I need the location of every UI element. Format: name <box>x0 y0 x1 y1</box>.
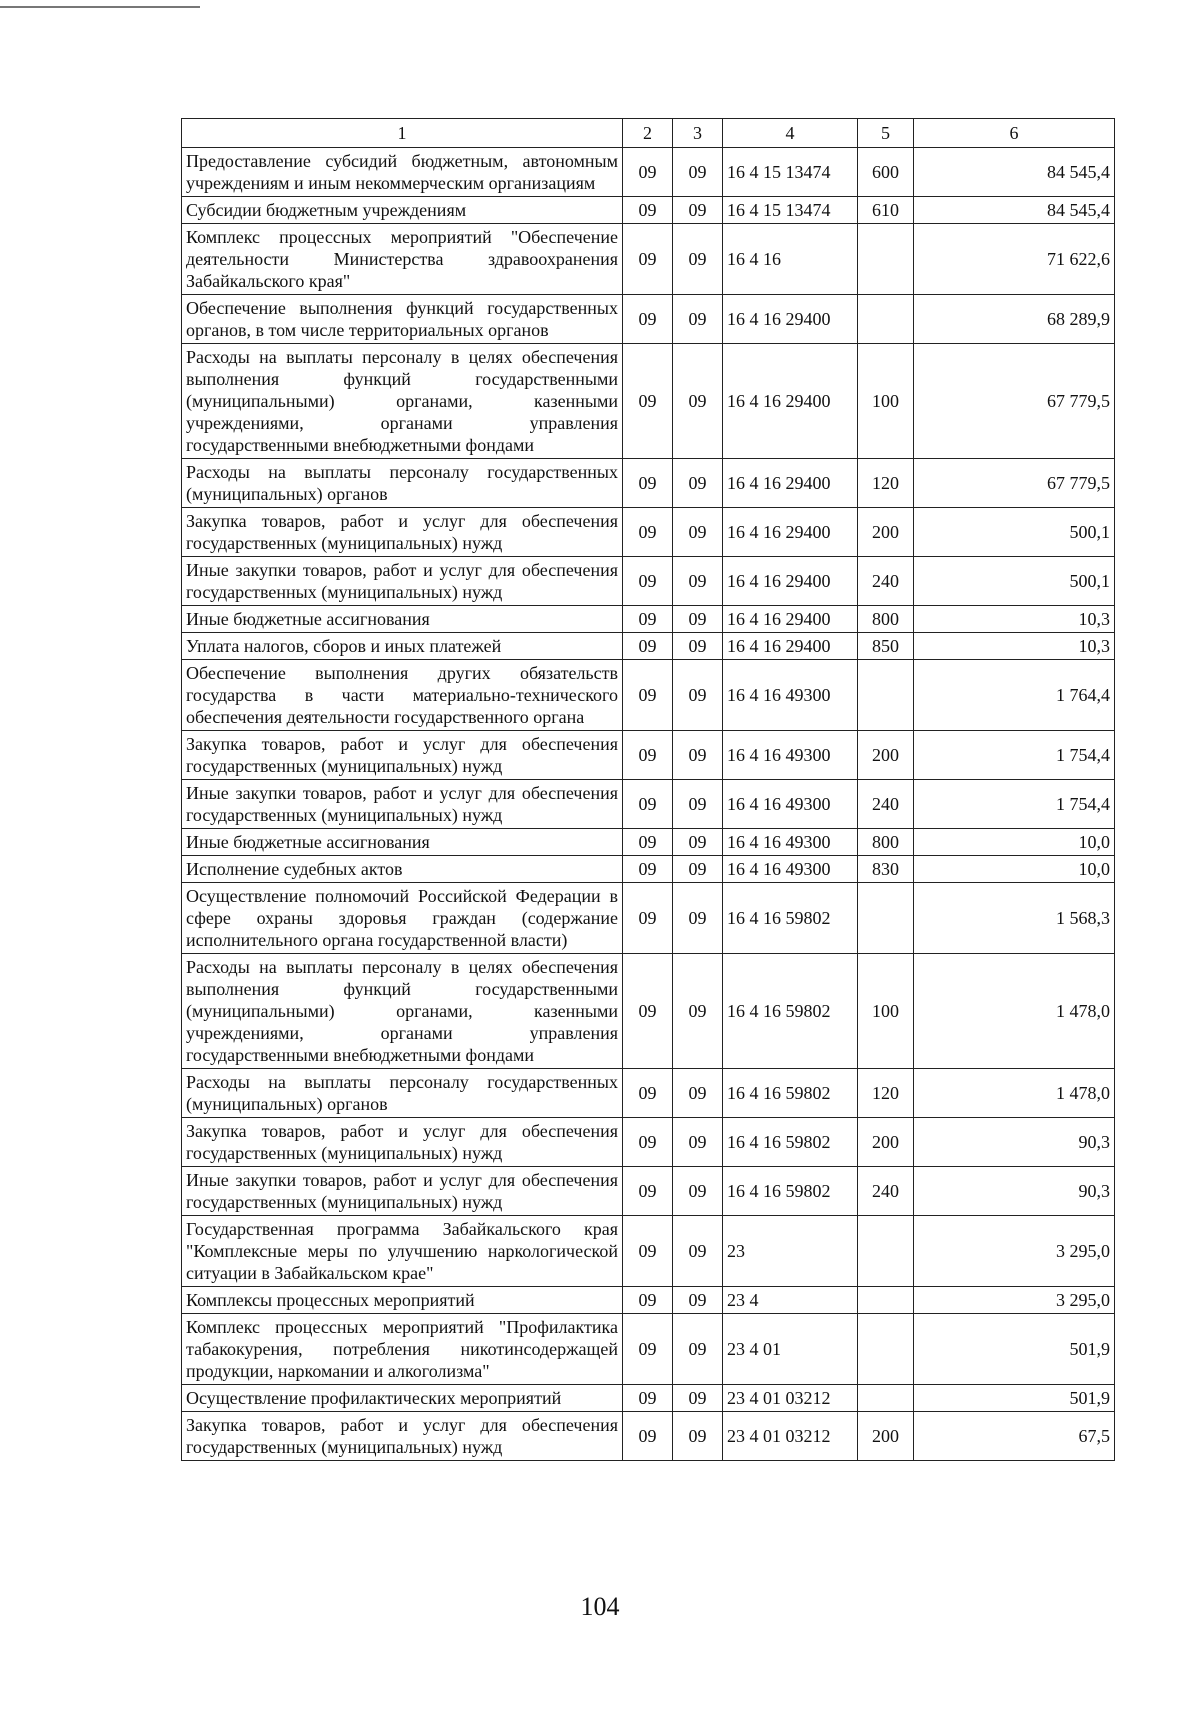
section-cell: 09 <box>623 344 673 459</box>
amount-cell: 500,1 <box>914 557 1115 606</box>
row-name-cell: Закупка товаров, работ и услуг для обеспечения государственных (муниципальных) нужд <box>182 508 623 557</box>
amount-cell: 1 754,4 <box>914 731 1115 780</box>
section-cell: 09 <box>623 148 673 197</box>
section-cell: 09 <box>623 606 673 633</box>
section-cell: 09 <box>623 731 673 780</box>
table-row <box>182 1287 1115 1314</box>
expense-type-cell <box>858 295 914 344</box>
header-row <box>182 119 1115 148</box>
expense-type-cell: 200 <box>858 731 914 780</box>
expense-type-cell: 200 <box>858 1118 914 1167</box>
amount-cell: 1 568,3 <box>914 883 1115 954</box>
table-row <box>182 1069 1115 1118</box>
expense-type-cell: 830 <box>858 856 914 883</box>
table-row <box>182 633 1115 660</box>
table-row <box>182 459 1115 508</box>
row-name-cell: Обеспечение выполнения функций государственных органов, в том числе территориальных органов <box>182 295 623 344</box>
target-article-cell: 23 4 01 <box>723 1314 858 1385</box>
expense-type-cell: 100 <box>858 954 914 1069</box>
amount-cell: 1 754,4 <box>914 780 1115 829</box>
amount-cell: 67,5 <box>914 1412 1115 1461</box>
table-row <box>182 606 1115 633</box>
expense-type-cell <box>858 660 914 731</box>
budget-table <box>181 118 1115 1461</box>
section-cell: 09 <box>623 224 673 295</box>
expense-type-cell: 100 <box>858 344 914 459</box>
expense-type-cell <box>858 1385 914 1412</box>
row-name-cell: Уплата налогов, сборов и иных платежей <box>182 633 623 660</box>
section-cell: 09 <box>623 1385 673 1412</box>
amount-cell: 10,0 <box>914 856 1115 883</box>
subsection-cell: 09 <box>673 1287 723 1314</box>
amount-cell: 3 295,0 <box>914 1287 1115 1314</box>
expense-type-cell <box>858 883 914 954</box>
header-cell-2: 2 <box>623 119 673 148</box>
target-article-cell: 16 4 15 13474 <box>723 148 858 197</box>
subsection-cell: 09 <box>673 557 723 606</box>
section-cell: 09 <box>623 1314 673 1385</box>
section-cell: 09 <box>623 1118 673 1167</box>
table-body <box>182 148 1115 1461</box>
amount-cell: 1 478,0 <box>914 954 1115 1069</box>
subsection-cell: 09 <box>673 954 723 1069</box>
target-article-cell: 16 4 16 49300 <box>723 660 858 731</box>
table-row <box>182 1412 1115 1461</box>
row-name-cell: Осуществление профилактических мероприятий <box>182 1385 623 1412</box>
row-name-cell: Субсидии бюджетным учреждениям <box>182 197 623 224</box>
amount-cell: 10,3 <box>914 633 1115 660</box>
section-cell: 09 <box>623 780 673 829</box>
section-cell: 09 <box>623 1216 673 1287</box>
table-row <box>182 1314 1115 1385</box>
row-name-cell: Иные бюджетные ассигнования <box>182 829 623 856</box>
expense-type-cell: 800 <box>858 606 914 633</box>
table-row <box>182 1167 1115 1216</box>
expense-type-cell <box>858 1216 914 1287</box>
section-cell: 09 <box>623 459 673 508</box>
target-article-cell: 16 4 15 13474 <box>723 197 858 224</box>
expense-type-cell: 800 <box>858 829 914 856</box>
subsection-cell: 09 <box>673 633 723 660</box>
row-name-cell: Расходы на выплаты персоналу в целях обеспечения выполнения функций государственными (муниципальными) органами, казенными учреждениями, органами управления государственными внебюджетными фондами <box>182 344 623 459</box>
subsection-cell: 09 <box>673 508 723 557</box>
amount-cell: 71 622,6 <box>914 224 1115 295</box>
subsection-cell: 09 <box>673 1118 723 1167</box>
amount-cell: 500,1 <box>914 508 1115 557</box>
amount-cell: 90,3 <box>914 1118 1115 1167</box>
row-name-cell: Исполнение судебных актов <box>182 856 623 883</box>
target-article-cell: 16 4 16 59802 <box>723 1069 858 1118</box>
section-cell: 09 <box>623 829 673 856</box>
target-article-cell: 16 4 16 29400 <box>723 606 858 633</box>
amount-cell: 1 478,0 <box>914 1069 1115 1118</box>
section-cell: 09 <box>623 883 673 954</box>
target-article-cell: 23 4 <box>723 1287 858 1314</box>
amount-cell: 67 779,5 <box>914 459 1115 508</box>
header-cell-4: 4 <box>723 119 858 148</box>
expense-type-cell: 240 <box>858 1167 914 1216</box>
table-row <box>182 883 1115 954</box>
target-article-cell: 16 4 16 29400 <box>723 557 858 606</box>
table-row <box>182 856 1115 883</box>
target-article-cell: 16 4 16 29400 <box>723 508 858 557</box>
subsection-cell: 09 <box>673 224 723 295</box>
expense-type-cell: 200 <box>858 508 914 557</box>
target-article-cell: 16 4 16 49300 <box>723 829 858 856</box>
row-name-cell: Закупка товаров, работ и услуг для обеспечения государственных (муниципальных) нужд <box>182 731 623 780</box>
section-cell: 09 <box>623 660 673 731</box>
table-row <box>182 224 1115 295</box>
amount-cell: 67 779,5 <box>914 344 1115 459</box>
subsection-cell: 09 <box>673 660 723 731</box>
amount-cell: 84 545,4 <box>914 148 1115 197</box>
target-article-cell: 16 4 16 59802 <box>723 1118 858 1167</box>
table-row <box>182 731 1115 780</box>
table-row <box>182 1118 1115 1167</box>
scan-edge-rule <box>0 6 200 8</box>
row-name-cell: Расходы на выплаты персоналу государственных (муниципальных) органов <box>182 1069 623 1118</box>
target-article-cell: 16 4 16 59802 <box>723 1167 858 1216</box>
target-article-cell: 16 4 16 59802 <box>723 954 858 1069</box>
target-article-cell: 16 4 16 <box>723 224 858 295</box>
header-cell-1: 1 <box>182 119 623 148</box>
table-row <box>182 197 1115 224</box>
target-article-cell: 23 <box>723 1216 858 1287</box>
subsection-cell: 09 <box>673 1385 723 1412</box>
amount-cell: 3 295,0 <box>914 1216 1115 1287</box>
subsection-cell: 09 <box>673 1167 723 1216</box>
amount-cell: 84 545,4 <box>914 197 1115 224</box>
target-article-cell: 16 4 16 49300 <box>723 780 858 829</box>
expense-type-cell: 240 <box>858 557 914 606</box>
section-cell: 09 <box>623 1412 673 1461</box>
table-row <box>182 1216 1115 1287</box>
amount-cell: 501,9 <box>914 1385 1115 1412</box>
table-row <box>182 954 1115 1069</box>
expense-type-cell <box>858 1314 914 1385</box>
row-name-cell: Комплекс процессных мероприятий "Профилактика табакокурения, потребления никотинсодержащей продукции, наркомании и алкоголизма" <box>182 1314 623 1385</box>
section-cell: 09 <box>623 197 673 224</box>
target-article-cell: 16 4 16 49300 <box>723 731 858 780</box>
row-name-cell: Иные закупки товаров, работ и услуг для обеспечения государственных (муниципальных) нужд <box>182 557 623 606</box>
target-article-cell: 16 4 16 29400 <box>723 633 858 660</box>
header-cell-6: 6 <box>914 119 1115 148</box>
row-name-cell: Иные закупки товаров, работ и услуг для обеспечения государственных (муниципальных) нужд <box>182 780 623 829</box>
header-cell-3: 3 <box>673 119 723 148</box>
row-name-cell: Осуществление полномочий Российской Федерации в сфере охраны здоровья граждан (содержание исполнительного органа государственной власти) <box>182 883 623 954</box>
amount-cell: 10,3 <box>914 606 1115 633</box>
expense-type-cell <box>858 224 914 295</box>
page-number: 104 <box>580 1592 620 1621</box>
row-name-cell: Обеспечение выполнения других обязательств государства в части материально-технического обеспечения деятельности государственного органа <box>182 660 623 731</box>
expense-type-cell: 200 <box>858 1412 914 1461</box>
subsection-cell: 09 <box>673 1314 723 1385</box>
amount-cell: 501,9 <box>914 1314 1115 1385</box>
section-cell: 09 <box>623 954 673 1069</box>
expense-type-cell: 850 <box>858 633 914 660</box>
section-cell: 09 <box>623 856 673 883</box>
section-cell: 09 <box>623 1287 673 1314</box>
subsection-cell: 09 <box>673 606 723 633</box>
row-name-cell: Иные закупки товаров, работ и услуг для обеспечения государственных (муниципальных) нужд <box>182 1167 623 1216</box>
subsection-cell: 09 <box>673 1412 723 1461</box>
subsection-cell: 09 <box>673 780 723 829</box>
subsection-cell: 09 <box>673 1069 723 1118</box>
amount-cell: 10,0 <box>914 829 1115 856</box>
amount-cell: 90,3 <box>914 1167 1115 1216</box>
table-row <box>182 660 1115 731</box>
section-cell: 09 <box>623 1167 673 1216</box>
table-row <box>182 295 1115 344</box>
amount-cell: 68 289,9 <box>914 295 1115 344</box>
subsection-cell: 09 <box>673 197 723 224</box>
subsection-cell: 09 <box>673 829 723 856</box>
table-row <box>182 829 1115 856</box>
target-article-cell: 16 4 16 59802 <box>723 883 858 954</box>
expense-type-cell: 240 <box>858 780 914 829</box>
row-name-cell: Закупка товаров, работ и услуг для обеспечения государственных (муниципальных) нужд <box>182 1412 623 1461</box>
row-name-cell: Закупка товаров, работ и услуг для обеспечения государственных (муниципальных) нужд <box>182 1118 623 1167</box>
header-cell-5: 5 <box>858 119 914 148</box>
subsection-cell: 09 <box>673 295 723 344</box>
target-article-cell: 23 4 01 03212 <box>723 1385 858 1412</box>
table-row <box>182 557 1115 606</box>
target-article-cell: 16 4 16 29400 <box>723 295 858 344</box>
amount-cell: 1 764,4 <box>914 660 1115 731</box>
table-row <box>182 508 1115 557</box>
table-row <box>182 780 1115 829</box>
subsection-cell: 09 <box>673 883 723 954</box>
expense-type-cell: 120 <box>858 459 914 508</box>
subsection-cell: 09 <box>673 459 723 508</box>
expense-type-cell: 120 <box>858 1069 914 1118</box>
section-cell: 09 <box>623 633 673 660</box>
subsection-cell: 09 <box>673 148 723 197</box>
section-cell: 09 <box>623 557 673 606</box>
table-row <box>182 1385 1115 1412</box>
section-cell: 09 <box>623 1069 673 1118</box>
row-name-cell: Комплексы процессных мероприятий <box>182 1287 623 1314</box>
table-row <box>182 344 1115 459</box>
expense-type-cell <box>858 1287 914 1314</box>
target-article-cell: 16 4 16 29400 <box>723 459 858 508</box>
section-cell: 09 <box>623 295 673 344</box>
target-article-cell: 16 4 16 29400 <box>723 344 858 459</box>
row-name-cell: Иные бюджетные ассигнования <box>182 606 623 633</box>
subsection-cell: 09 <box>673 1216 723 1287</box>
row-name-cell: Расходы на выплаты персоналу в целях обеспечения выполнения функций государственными (муниципальными) органами, казенными учреждениями, органами управления государственными внебюджетными фондами <box>182 954 623 1069</box>
row-name-cell: Предоставление субсидий бюджетным, автономным учреждениям и иным некоммерческим организациям <box>182 148 623 197</box>
expense-type-cell: 600 <box>858 148 914 197</box>
target-article-cell: 23 4 01 03212 <box>723 1412 858 1461</box>
row-name-cell: Расходы на выплаты персоналу государственных (муниципальных) органов <box>182 459 623 508</box>
section-cell: 09 <box>623 508 673 557</box>
subsection-cell: 09 <box>673 344 723 459</box>
expense-type-cell: 610 <box>858 197 914 224</box>
target-article-cell: 16 4 16 49300 <box>723 856 858 883</box>
subsection-cell: 09 <box>673 731 723 780</box>
row-name-cell: Комплекс процессных мероприятий "Обеспечение деятельности Министерства здравоохранения Забайкальского края" <box>182 224 623 295</box>
table-row <box>182 148 1115 197</box>
subsection-cell: 09 <box>673 856 723 883</box>
row-name-cell: Государственная программа Забайкальского края "Комплексные меры по улучшению наркологической ситуации в Забайкальском крае" <box>182 1216 623 1287</box>
